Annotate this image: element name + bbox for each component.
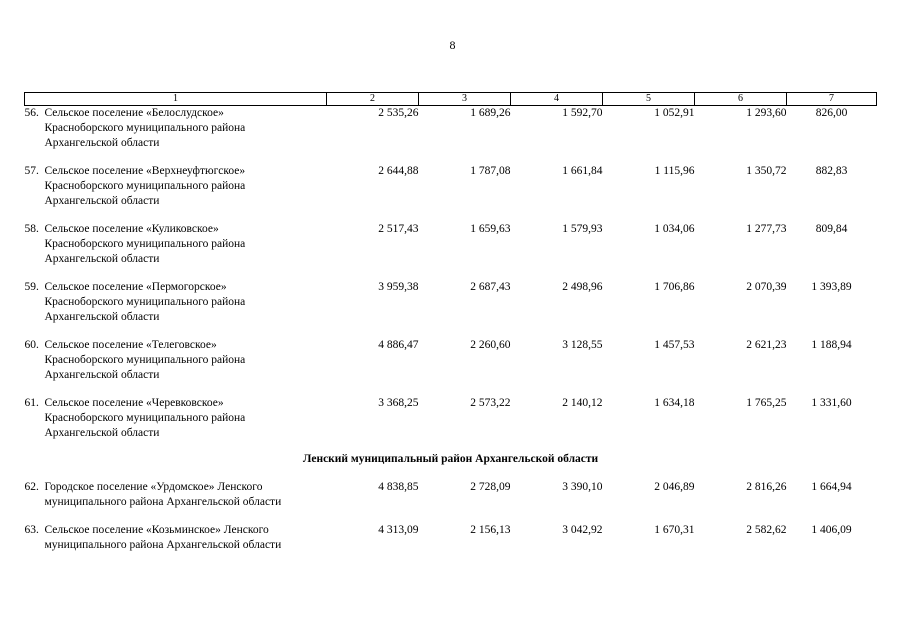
table-row	[25, 523, 877, 553]
section-heading-row	[25, 441, 877, 480]
row-number	[25, 121, 45, 136]
settlement-name-text: Красноборского муниципального района	[44, 238, 246, 250]
settlement-name-text: Красноборского муниципального района	[44, 412, 246, 424]
value-cell: 2 156,13	[470, 524, 511, 536]
settlement-name-text: Сельское поселение «Куликовское»	[44, 223, 219, 235]
settlement-name-text: Красноборского муниципального района	[44, 180, 246, 192]
row-number	[25, 310, 45, 325]
value-cell: 1 277,73	[746, 223, 787, 235]
table-row	[25, 164, 877, 209]
row-spacer	[25, 267, 877, 280]
column-header: 3	[419, 93, 511, 106]
row-number	[25, 538, 45, 553]
settlement-name-text: Красноборского муниципального района	[44, 354, 246, 366]
table-row	[25, 280, 877, 325]
value-cell: 4 886,47	[378, 339, 419, 351]
name-line	[25, 179, 327, 194]
value-cell: 2 573,22	[470, 397, 511, 409]
row-spacer	[25, 209, 877, 222]
value-cell: 2 046,89	[654, 481, 695, 493]
name-line	[25, 368, 327, 383]
value-cell: 882,83	[815, 165, 848, 177]
value-cell: 1 787,08	[470, 165, 511, 177]
value-cell: 2 070,39	[746, 281, 787, 293]
settlement-name-text: Сельское поселение «Верхнеуфтюгское»	[44, 165, 246, 177]
table-row	[25, 106, 877, 152]
value-cell: 1 659,63	[470, 223, 511, 235]
row-spacer	[25, 383, 877, 396]
row-spacer-cell	[25, 209, 877, 222]
value-cell: 3 959,38	[378, 281, 419, 293]
row-number	[25, 495, 45, 510]
settlement-name-text: Архангельской области	[44, 369, 160, 381]
value-cell: 809,84	[815, 223, 848, 235]
table-header-row	[25, 93, 877, 106]
value-cell: 1 350,72	[746, 165, 787, 177]
settlement-name-text: Городское поселение «Урдомское» Ленского	[44, 481, 263, 493]
data-table	[24, 92, 877, 553]
row-number	[25, 368, 45, 383]
column-header: 6	[695, 93, 787, 106]
row-number: 61.	[24, 397, 39, 409]
settlement-name-cell	[25, 523, 327, 553]
value-cell: 1 661,84	[562, 165, 603, 177]
value-cell: 1 579,93	[562, 223, 603, 235]
name-line	[25, 426, 327, 441]
value-cell: 1 634,18	[654, 397, 695, 409]
table-row	[25, 396, 877, 441]
row-number: 58.	[24, 223, 39, 235]
name-line	[25, 310, 327, 325]
settlement-name-cell	[25, 396, 327, 441]
name-line	[25, 295, 327, 310]
row-number: 62.	[24, 481, 39, 493]
section-heading: Ленский муниципальный район Архангельской области	[302, 453, 599, 465]
value-cell: 4 313,09	[378, 524, 419, 536]
row-number: 57.	[24, 165, 39, 177]
settlement-name-text: Красноборского муниципального района	[44, 122, 246, 134]
page-number: 8	[449, 38, 456, 52]
settlement-name-text: Сельское поселение «Козьминское» Ленского	[44, 524, 269, 536]
value-cell: 1 457,53	[654, 339, 695, 351]
value-cell: 2 687,43	[470, 281, 511, 293]
name-line	[25, 480, 327, 495]
row-number	[25, 411, 45, 426]
name-line	[25, 136, 327, 151]
value-cell: 826,00	[815, 107, 848, 119]
row-number	[25, 136, 45, 151]
value-cell: 1 331,60	[811, 397, 852, 409]
row-number	[25, 237, 45, 252]
column-header: 5	[603, 93, 695, 106]
settlement-name-text: Архангельской области	[44, 195, 160, 207]
row-number: 56.	[24, 107, 39, 119]
row-number: 60.	[24, 339, 39, 351]
name-line	[25, 280, 327, 295]
value-cell: 1 689,26	[470, 107, 511, 119]
value-cell: 2 582,62	[746, 524, 787, 536]
name-line	[25, 252, 327, 267]
value-cell: 1 293,60	[746, 107, 787, 119]
name-line	[25, 411, 327, 426]
value-cell: 1 406,09	[811, 524, 852, 536]
value-cell: 3 390,10	[562, 481, 603, 493]
settlement-name-cell	[25, 338, 327, 383]
row-number: 63.	[24, 524, 39, 536]
value-cell: 1 052,91	[654, 107, 695, 119]
column-header: 1	[25, 93, 327, 106]
table-row	[25, 222, 877, 267]
row-spacer	[25, 510, 877, 523]
column-header: 7	[787, 93, 877, 106]
row-number	[25, 295, 45, 310]
value-cell: 3 368,25	[378, 397, 419, 409]
settlement-name-cell	[25, 106, 327, 152]
name-line	[25, 106, 327, 121]
value-cell: 1 188,94	[811, 339, 852, 351]
value-cell: 2 498,96	[562, 281, 603, 293]
settlement-name-text: Архангельской области	[44, 137, 160, 149]
value-cell: 4 838,85	[378, 481, 419, 493]
settlement-name-cell	[25, 164, 327, 209]
column-header: 4	[511, 93, 603, 106]
value-cell: 2 260,60	[470, 339, 511, 351]
row-number	[25, 252, 45, 267]
value-cell: 1 664,94	[811, 481, 852, 493]
name-line	[25, 538, 327, 553]
value-cell: 3 128,55	[562, 339, 603, 351]
settlement-name-text: муниципального района Архангельской области	[44, 539, 282, 551]
row-spacer-cell	[25, 510, 877, 523]
table-row	[25, 338, 877, 383]
name-line	[25, 194, 327, 209]
column-header: 2	[327, 93, 419, 106]
settlement-name-text: Красноборского муниципального района	[44, 296, 246, 308]
value-cell: 1 592,70	[562, 107, 603, 119]
value-cell: 1 670,31	[654, 524, 695, 536]
name-line	[25, 121, 327, 136]
row-number	[25, 179, 45, 194]
name-line	[25, 338, 327, 353]
value-cell: 2 728,09	[470, 481, 511, 493]
name-line	[25, 396, 327, 411]
row-spacer-cell	[25, 383, 877, 396]
name-line	[25, 495, 327, 510]
settlement-name-text: Сельское поселение «Пермогорское»	[44, 281, 227, 293]
value-cell: 2 644,88	[378, 165, 419, 177]
value-cell: 2 140,12	[562, 397, 603, 409]
name-line	[25, 164, 327, 179]
settlement-name-cell	[25, 222, 327, 267]
value-cell: 2 816,26	[746, 481, 787, 493]
table-body	[25, 106, 877, 554]
value-cell: 3 042,92	[562, 524, 603, 536]
row-number	[25, 353, 45, 368]
name-line	[25, 237, 327, 252]
settlement-name-cell	[25, 280, 327, 325]
row-number: 59.	[24, 281, 39, 293]
row-spacer	[25, 151, 877, 164]
value-cell: 1 034,06	[654, 223, 695, 235]
settlement-name-text: Архангельской области	[44, 427, 160, 439]
settlement-name-text: Архангельской области	[44, 311, 160, 323]
row-spacer	[25, 325, 877, 338]
value-cell: 2 535,26	[378, 107, 419, 119]
row-spacer-cell	[25, 151, 877, 164]
value-cell: 1 115,96	[654, 165, 695, 177]
value-cell: 1 706,86	[654, 281, 695, 293]
row-number	[25, 426, 45, 441]
settlement-name-text: Сельское поселение «Белослудское»	[44, 107, 224, 119]
name-line	[25, 353, 327, 368]
row-spacer-cell	[25, 267, 877, 280]
value-cell: 2 621,23	[746, 339, 787, 351]
settlement-name-text: Сельское поселение «Телеговское»	[44, 339, 217, 351]
name-line	[25, 222, 327, 237]
name-line	[25, 523, 327, 538]
settlement-name-text: Архангельской области	[44, 253, 160, 265]
settlement-name-text: муниципального района Архангельской области	[44, 496, 282, 508]
value-cell: 1 765,25	[746, 397, 787, 409]
row-number	[25, 194, 45, 209]
settlement-name-text: Сельское поселение «Черевковское»	[44, 397, 224, 409]
table-row	[25, 480, 877, 510]
row-spacer-cell	[25, 325, 877, 338]
settlement-name-cell	[25, 480, 327, 510]
value-cell: 1 393,89	[811, 281, 852, 293]
value-cell: 2 517,43	[378, 223, 419, 235]
